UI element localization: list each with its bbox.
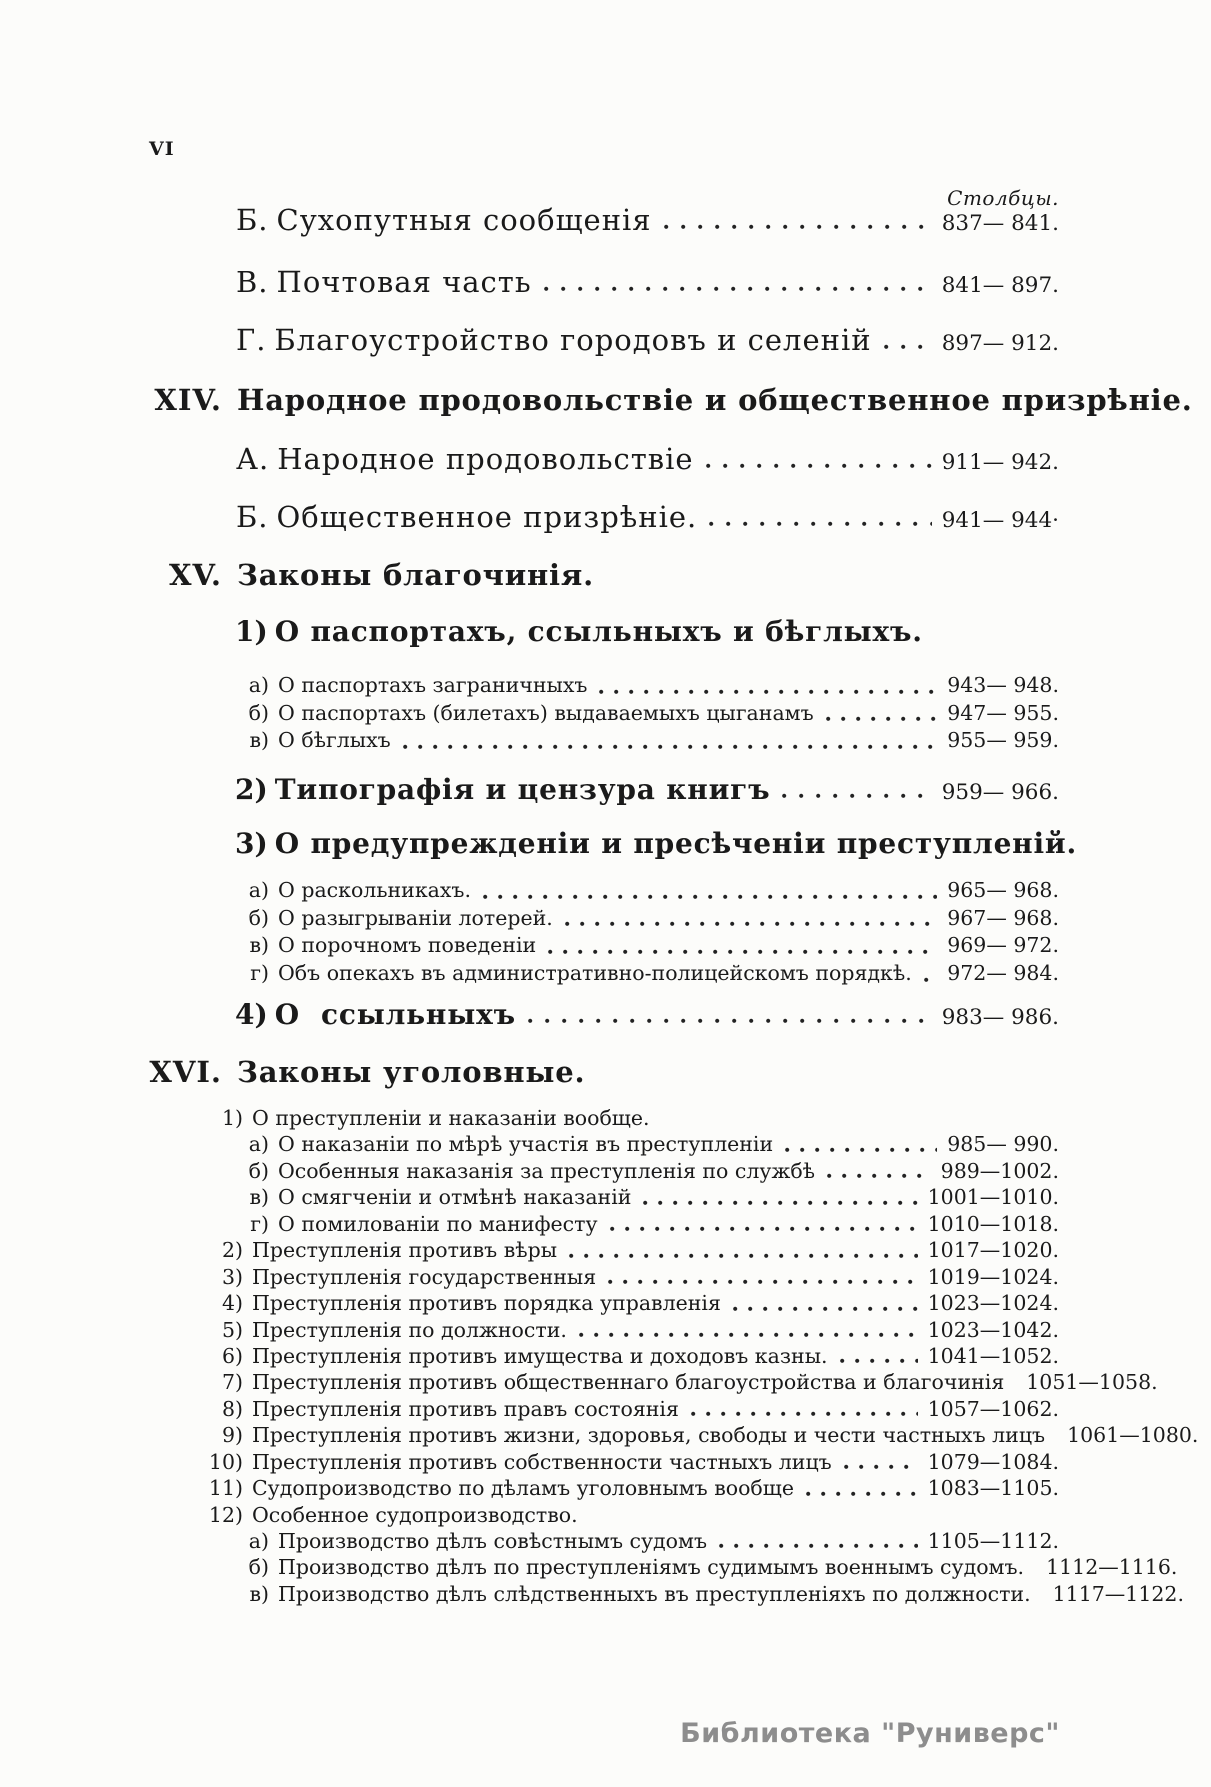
section-numeral: XIV.: [154, 383, 222, 417]
entry-pages: 1083—1105.: [927, 1476, 1059, 1501]
entry-pages: 972— 984.: [947, 961, 1059, 986]
entry-text: О смягченіи и отмѣнѣ наказаній: [278, 1185, 632, 1210]
dot-leader: [579, 1332, 918, 1338]
toc-entry: [0, 265, 1211, 299]
entry-pages: 1019—1024.: [927, 1264, 1059, 1289]
toc-entry: [197, 1317, 1059, 1343]
entry-pages: 983— 986.: [941, 1005, 1059, 1030]
toc-entry: [197, 1502, 1059, 1528]
dot-leader: [840, 1358, 918, 1364]
toc-entry: [197, 1184, 1059, 1210]
toc-entry: [197, 1369, 1158, 1395]
entry-text: О предупрежденіи и пресѣченіи преступленій.: [274, 827, 1078, 860]
entry-label: 10): [208, 1449, 243, 1474]
entry-text: Преступленія противъ собственности частныхъ лицъ: [252, 1449, 832, 1474]
entry-label: 2): [235, 773, 268, 806]
entry-pages: 837— 841.: [941, 211, 1059, 236]
dot-leader: [733, 1306, 918, 1312]
toc-list: [0, 1105, 1211, 1607]
toc-entry: [197, 1422, 1199, 1448]
entry-label: 1): [221, 1106, 243, 1130]
entry-label: в): [249, 1185, 269, 1210]
entry-pages: 955— 959.: [947, 728, 1059, 753]
entry-label: 9): [221, 1423, 243, 1448]
entry-label: в): [249, 1581, 269, 1606]
dot-leader: [709, 521, 932, 527]
entry-text: О ссыльныхъ: [274, 998, 516, 1031]
toc-entry: [197, 877, 1059, 905]
entry-pages: 911— 942.: [941, 450, 1059, 475]
dot-leader: [924, 977, 937, 983]
columns-header: Столбцы.: [947, 186, 1059, 210]
entry-label: 6): [221, 1343, 243, 1368]
entry-text: Преступленія противъ правъ состоянія: [252, 1396, 679, 1421]
toc-entry: [197, 1264, 1059, 1290]
dot-leader: [844, 1464, 918, 1470]
entry-label: 3): [221, 1264, 243, 1289]
entry-text: О паспортахъ (билетахъ) выдаваемыхъ цыганамъ: [278, 700, 814, 725]
toc-entry: [197, 1396, 1059, 1422]
entry-label: 3): [235, 827, 268, 860]
entry-pages: 1117—1122.: [1052, 1581, 1184, 1606]
entry-pages: 1017—1020.: [927, 1238, 1059, 1263]
entry-label: 4): [221, 1291, 243, 1316]
toc-list: [0, 672, 1211, 755]
dot-leader: [483, 894, 937, 900]
entry-text: Особенныя наказанія за преступленія по службѣ: [278, 1158, 816, 1183]
entry-label: в): [249, 933, 269, 958]
section-header: [0, 558, 1211, 592]
entry-label: г): [250, 1211, 269, 1236]
entry-text: О порочномъ поведеніи: [278, 933, 537, 958]
dot-leader: [782, 793, 931, 799]
toc-entry: [197, 1581, 1184, 1607]
entry-label: б): [248, 700, 269, 725]
toc-entry: [0, 323, 1211, 357]
dot-leader: [785, 1147, 937, 1153]
entry-pages: 1112—1116.: [1046, 1555, 1178, 1580]
entry-pages: 985— 990.: [947, 1132, 1059, 1157]
toc-entry: [0, 203, 1211, 237]
dot-leader: [610, 1226, 918, 1232]
entry-label: 7): [221, 1370, 243, 1395]
toc-entry: [197, 1528, 1059, 1554]
toc-entry: [197, 672, 1059, 700]
section-title: Законы благочинія.: [237, 558, 594, 592]
entry-text: Народное продовольствіе: [277, 442, 694, 476]
entry-pages: 1105—1112.: [927, 1529, 1059, 1553]
section-header: [0, 1055, 1211, 1089]
entry-text: О паспортахъ, ссыльныхъ и бѣглыхъ.: [274, 615, 923, 648]
toc-entry: [0, 442, 1211, 476]
toc-entry: [197, 1105, 1059, 1131]
entry-text: О раскольникахъ.: [278, 878, 471, 902]
toc-entry: [197, 1343, 1059, 1369]
dot-leader: [569, 1253, 918, 1259]
entry-label: Г.: [236, 323, 267, 357]
dot-leader: [403, 744, 937, 750]
entry-label: А.: [236, 442, 270, 476]
entry-text: Типографія и цензура книгъ: [274, 773, 771, 806]
entry-text: Общественное призрѣніе.: [276, 500, 698, 534]
entry-text: Особенное судопроизводство.: [252, 1502, 578, 1527]
entry-text: Производство дѣлъ по преступленіямъ судимымъ военнымъ судомъ.: [278, 1555, 1025, 1580]
entry-pages: 841— 897.: [941, 273, 1059, 298]
entry-label: Б.: [236, 203, 269, 237]
entry-pages: 947— 955.: [947, 700, 1059, 725]
dot-leader: [664, 224, 932, 230]
entry-label: б): [248, 1158, 269, 1183]
dot-leader: [706, 463, 932, 469]
entry-text: Благоустройство городовъ и селеній: [274, 323, 872, 357]
section-title: Законы уголовные.: [237, 1055, 586, 1089]
toc-entry: [197, 700, 1059, 728]
toc-entry: [197, 1475, 1059, 1501]
entry-pages: 943— 948.: [947, 673, 1059, 697]
entry-label: 5): [221, 1317, 243, 1342]
entry-pages: 969— 972.: [947, 933, 1059, 958]
toc-entry: [0, 827, 1211, 860]
section-numeral: XVI.: [149, 1055, 222, 1089]
entry-text: Преступленія противъ вѣры: [252, 1238, 558, 1263]
entry-label: а): [248, 1132, 269, 1157]
entry-label: б): [248, 905, 269, 930]
dot-leader: [528, 1018, 932, 1024]
entry-text: Судопроизводство по дѣламъ уголовнымъ вообще: [252, 1476, 794, 1501]
entry-text: Производство дѣлъ слѣдственныхъ въ преступленіяхъ по должности.: [278, 1581, 1031, 1606]
entry-label: 4): [235, 998, 268, 1031]
toc-entry: [197, 1131, 1059, 1157]
dot-leader: [806, 1491, 918, 1497]
page-number: VI: [149, 138, 175, 160]
entry-label: В.: [236, 265, 269, 299]
toc-entry: [197, 1290, 1059, 1316]
entry-text: Преступленія противъ жизни, здоровья, свободы и чести частныхъ лицъ: [252, 1423, 1046, 1448]
entry-text: Преступленія государственныя: [252, 1264, 597, 1289]
entry-pages: 1001—1010.: [927, 1185, 1059, 1210]
dot-leader: [884, 344, 932, 350]
toc-entry: [197, 905, 1059, 933]
entry-pages: 941— 944·: [941, 508, 1059, 533]
entry-text: Почтовая часть: [276, 265, 532, 299]
section-numeral: XV.: [168, 558, 222, 592]
entry-pages: 1051—1058.: [1026, 1370, 1158, 1395]
entry-label: 2): [221, 1238, 243, 1263]
toc-entry: [0, 500, 1211, 534]
dot-leader: [691, 1411, 918, 1417]
toc-entry: [197, 1449, 1059, 1475]
entry-label: а): [248, 878, 269, 902]
toc-entry: [197, 960, 1059, 988]
entry-label: 8): [221, 1396, 243, 1421]
section-title: Народное продовольствіе и общественное призрѣніе.: [237, 383, 1193, 417]
entry-pages: 1023—1024.: [927, 1291, 1059, 1316]
toc-entry: [197, 932, 1059, 960]
toc-entry: [197, 1237, 1059, 1263]
entry-label: 11): [208, 1476, 243, 1501]
entry-text: Преступленія противъ общественнаго благоустройства и благочинія: [252, 1370, 1005, 1395]
toc-list: [0, 877, 1211, 988]
entry-label: в): [249, 728, 269, 753]
section-header: [0, 383, 1211, 417]
entry-pages: 967— 968.: [947, 905, 1059, 930]
entry-text: Преступленія противъ имущества и доходовъ казны.: [252, 1343, 828, 1368]
entry-text: Сухопутныя сообщенія: [276, 203, 652, 237]
entry-text: О бѣглыхъ: [278, 728, 391, 753]
entry-pages: 965— 968.: [947, 878, 1059, 902]
entry-pages: 1023—1042.: [927, 1317, 1059, 1342]
entry-text: О разыгрываніи лотерей.: [278, 905, 553, 930]
entry-text: О преступленіи и наказаніи вообще.: [252, 1106, 650, 1130]
toc-entry: [197, 1554, 1178, 1580]
dot-leader: [565, 921, 937, 927]
entry-label: а): [248, 673, 269, 697]
entry-label: Б.: [236, 500, 269, 534]
entry-label: а): [248, 1529, 269, 1553]
entry-text: Производство дѣлъ совѣстнымъ судомъ: [278, 1529, 708, 1553]
dot-leader: [608, 1279, 917, 1285]
dot-leader: [599, 689, 937, 695]
entry-text: О паспортахъ заграничныхъ: [278, 673, 588, 697]
dot-leader: [826, 716, 938, 722]
toc-entry: [197, 1158, 1059, 1184]
toc-entry: [0, 615, 1211, 648]
entry-text: О наказаніи по мѣрѣ участія въ преступленіи: [278, 1132, 774, 1157]
dot-leader: [719, 1543, 918, 1549]
entry-label: б): [248, 1555, 269, 1580]
entry-pages: 959— 966.: [941, 780, 1059, 805]
entry-pages: 897— 912.: [941, 331, 1059, 356]
entry-label: 1): [235, 615, 268, 648]
entry-label: г): [250, 961, 269, 986]
entry-pages: 1041—1052.: [927, 1343, 1059, 1368]
toc-entry: [197, 727, 1059, 755]
entry-text: Объ опекахъ въ административно-полицейскомъ порядкѣ.: [278, 961, 912, 986]
entry-pages: 989—1002.: [940, 1158, 1059, 1183]
entry-pages: 1061—1080.: [1067, 1423, 1199, 1448]
toc-entry: [0, 773, 1211, 806]
dot-leader: [643, 1200, 917, 1206]
dot-leader: [548, 949, 937, 955]
entry-text: Преступленія противъ порядка управленія: [252, 1291, 721, 1316]
library-watermark: Библиотека "Руниверс": [680, 1718, 1060, 1749]
entry-pages: 1010—1018.: [927, 1211, 1059, 1236]
entry-pages: 1057—1062.: [927, 1396, 1059, 1421]
entry-pages: 1079—1084.: [927, 1449, 1059, 1474]
dot-leader: [827, 1173, 931, 1179]
entry-text: О помилованіи по манифесту: [278, 1211, 598, 1236]
dot-leader: [544, 286, 932, 292]
entry-text: Преступленія по должности.: [252, 1317, 567, 1342]
entry-label: 12): [208, 1502, 243, 1527]
toc-entry: [0, 998, 1211, 1031]
toc-entry: [197, 1211, 1059, 1237]
